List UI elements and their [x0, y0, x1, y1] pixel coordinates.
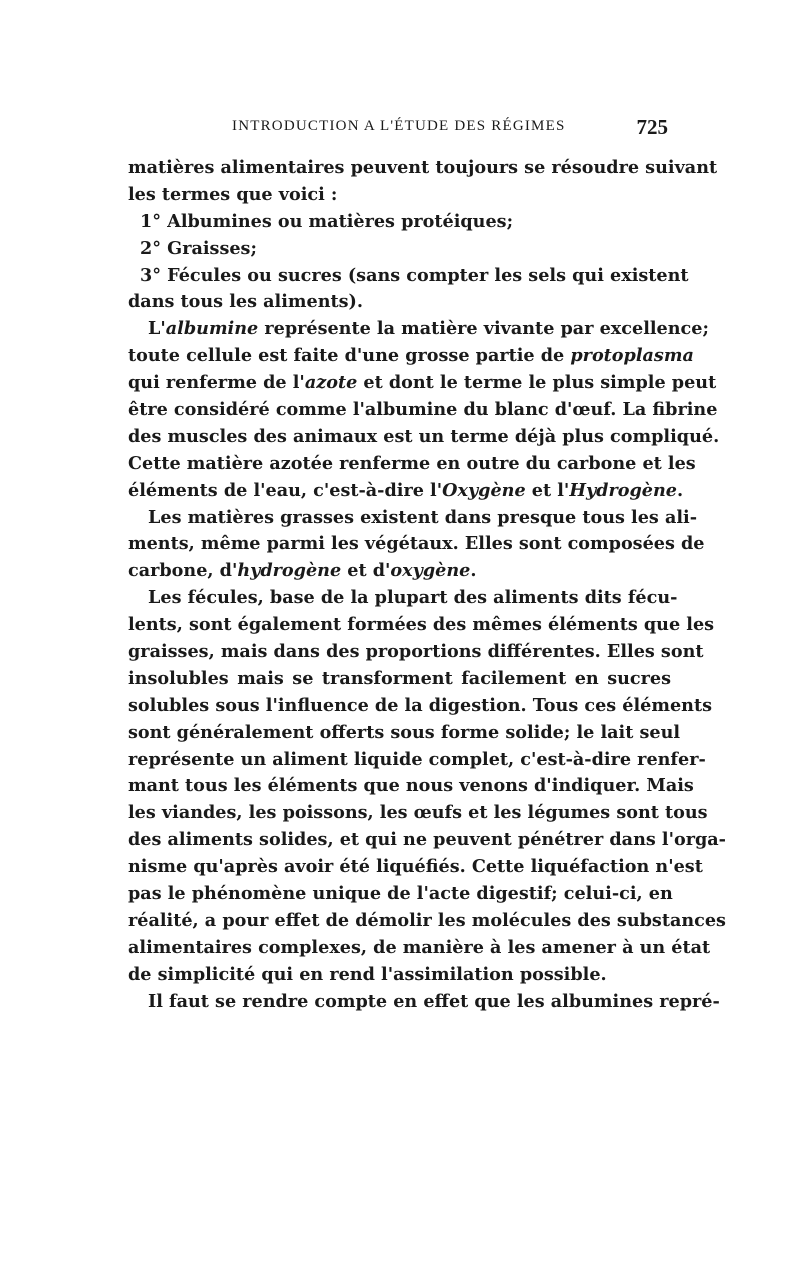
text-line: de simplicité qui en rend l'assimilation possible. — [128, 963, 607, 985]
text-line: lents, sont également formées des mêmes éléments que les — [128, 614, 715, 636]
text-line: graisses, mais dans des proportions différentes. Elles sont — [128, 641, 704, 663]
text-line: Il faut se rendre compte en effet que les albumines repré- — [148, 990, 720, 1012]
text-line: ments, même parmi les végétaux. Elles sont composées de — [128, 533, 705, 555]
text-line: alimentaires complexes, de manière à les amener à un état — [128, 936, 711, 958]
text-line: qui renferme de l'azote et dont le terme le plus simple peut — [128, 372, 717, 394]
text-line: les viandes, les poissons, les œufs et les légumes sont tous — [128, 802, 708, 824]
text-line: toute cellule est faite d'une grosse partie de protoplasma — [128, 345, 694, 367]
text-line: mant tous les éléments que nous venons d'indiquer. Mais — [128, 775, 694, 797]
list-item: 1° Albumines ou matières protéiques; — [140, 210, 514, 232]
text-line: insolubles mais se transforment facilement en sucres — [128, 667, 671, 689]
text-line: éléments de l'eau, c'est-à-dire l'Oxygène et l'Hydrogène. — [128, 479, 684, 501]
text-line: des muscles des animaux est un terme déjà plus compliqué. — [128, 425, 720, 447]
text-line: solubles sous l'influence de la digestion. Tous ces éléments — [128, 694, 713, 716]
text-line: être considéré comme l'albumine du blanc d'œuf. La fibrine — [128, 399, 718, 421]
text-line: L'albumine représente la matière vivante par excellence; — [148, 318, 709, 340]
text-line: Les fécules, base de la plupart des aliments dits fécu- — [148, 587, 678, 609]
text-line: sont généralement offerts sous forme solide; le lait seul — [128, 721, 681, 743]
text-line: Cette matière azotée renferme en outre du carbone et les — [128, 452, 696, 474]
list-item: 2° Graisses; — [140, 237, 257, 259]
text-line: carbone, d'hydrogène et d'oxygène. — [128, 560, 477, 582]
text-line: Les matières grasses existent dans presque tous les ali- — [148, 506, 698, 528]
list-item: 3° Fécules ou sucres (sans compter les sels qui existent — [140, 264, 689, 286]
page-header — [232, 116, 668, 142]
text-line: nisme qu'après avoir été liquéfiés. Cette liquéfaction n'est — [128, 856, 703, 878]
body-text — [128, 155, 726, 1016]
text-line: pas le phénomène unique de l'acte digestif; celui-ci, en — [128, 883, 673, 905]
text-line: des aliments solides, et qui ne peuvent pénétrer dans l'orga- — [128, 829, 726, 851]
running-title: INTRODUCTION A L'ÉTUDE DES RÉGIMES — [232, 118, 566, 134]
text-line: représente un aliment liquide complet, c'est-à-dire renfer- — [128, 748, 706, 770]
text-line: dans tous les aliments). — [128, 291, 363, 313]
text-line: réalité, a pour effet de démolir les molécules des substances — [128, 909, 726, 931]
text-line: les termes que voici : — [128, 183, 338, 205]
text-line: matières alimentaires peuvent toujours se résoudre suivant — [128, 157, 718, 178]
page-number: 725 — [636, 115, 668, 139]
